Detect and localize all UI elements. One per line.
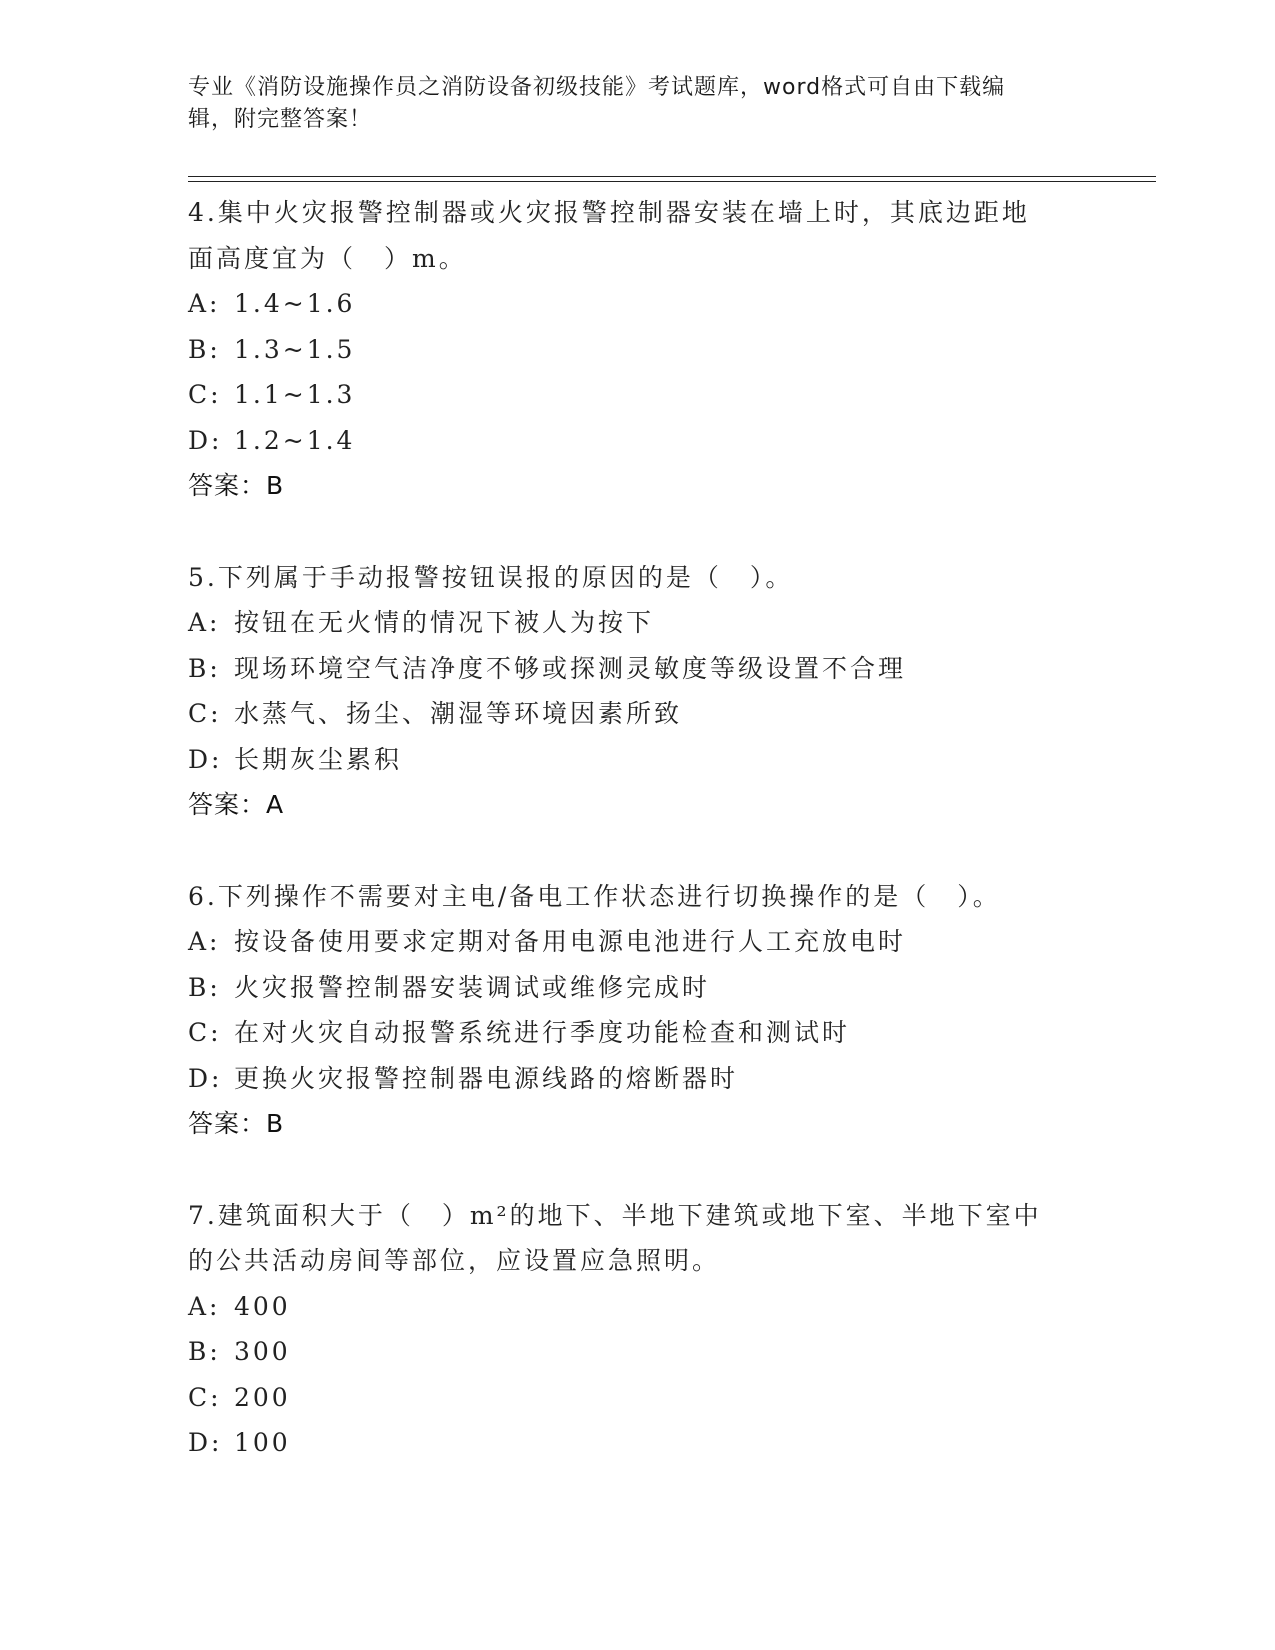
option-b: [188, 965, 1088, 1011]
option-text: 按设备使用要求定期对备用电源电池进行人工充放电时: [234, 927, 907, 956]
option-label: B:: [188, 1337, 221, 1366]
answer: 答案：A: [188, 790, 285, 819]
option-d: [188, 418, 1088, 464]
option-text: 400: [234, 1291, 291, 1321]
option-label: A:: [188, 1291, 221, 1321]
option-label: D:: [188, 744, 223, 774]
answer: 答案：B: [188, 471, 285, 500]
document-header: [188, 72, 1088, 136]
option-label: D:: [188, 1063, 223, 1093]
option-d: [188, 1056, 1088, 1102]
option-text: 1.1~1.3: [234, 380, 356, 409]
option-text: 现场环境空气洁净度不够或探测灵敏度等级设置不合理: [234, 653, 907, 683]
option-text: 300: [234, 1337, 291, 1366]
option-label: A:: [188, 608, 221, 637]
option-a: [188, 600, 1088, 646]
option-label: A:: [188, 289, 221, 318]
option-a: [188, 1284, 1088, 1330]
option-label: C:: [188, 1382, 222, 1412]
option-c: [188, 1375, 1088, 1421]
option-text: 长期灰尘累积: [234, 744, 403, 774]
option-text: 200: [234, 1382, 291, 1412]
question-7: [188, 1193, 1088, 1466]
option-d: [188, 737, 1088, 783]
option-text: 在对火灾自动报警系统进行季度功能检查和测试时: [234, 1018, 851, 1047]
option-text: 100: [234, 1428, 291, 1457]
option-b: [188, 327, 1088, 373]
question-4: [188, 190, 1088, 509]
option-label: C:: [188, 1018, 222, 1047]
option-b: [188, 1329, 1088, 1375]
question-6: [188, 874, 1088, 1147]
option-label: C:: [188, 380, 222, 409]
option-label: A:: [188, 927, 221, 956]
option-text: 火灾报警控制器安装调试或维修完成时: [234, 972, 711, 1002]
option-a: [188, 281, 1088, 327]
option-c: [188, 372, 1088, 418]
option-c: [188, 1010, 1088, 1056]
header-line-2: 辑，附完整答案！: [188, 107, 373, 132]
option-label: B:: [188, 653, 221, 683]
option-a: [188, 919, 1088, 965]
option-b: [188, 646, 1088, 692]
header-line-1: 专业《消防设施操作员之消防设备初级技能》考试题库，word格式可自由下载编: [188, 75, 1006, 100]
option-text: 更换火灾报警控制器电源线路的熔断器时: [234, 1063, 739, 1093]
question-5: [188, 555, 1088, 828]
option-d: [188, 1420, 1088, 1466]
answer: 答案：B: [188, 1109, 285, 1138]
option-label: D:: [188, 1428, 223, 1457]
option-text: 1.4~1.6: [234, 289, 356, 318]
question-text: 7.建筑面积大于（ ）m²的地下、半地下建筑或地下室、半地下室中: [188, 1200, 1042, 1230]
header-divider: [188, 176, 1156, 182]
question-text-cont: 面高度宜为（ ）m。: [188, 243, 467, 273]
question-text: 6.下列操作不需要对主电/备电工作状态进行切换操作的是（ ）。: [188, 881, 1001, 911]
option-label: B:: [188, 334, 221, 364]
question-list: [188, 190, 1088, 1512]
option-text: 按钮在无火情的情况下被人为按下: [234, 608, 655, 637]
option-text: 1.2~1.4: [234, 425, 356, 455]
option-label: B:: [188, 972, 221, 1002]
option-label: D:: [188, 425, 223, 455]
option-c: [188, 691, 1088, 737]
option-text: 水蒸气、扬尘、潮湿等环境因素所致: [234, 699, 683, 728]
question-text: 5.下列属于手动报警按钮误报的原因的是（ ）。: [188, 562, 794, 592]
question-text-cont: 的公共活动房间等部位，应设置应急照明。: [188, 1246, 721, 1275]
option-text: 1.3~1.5: [234, 334, 356, 364]
option-label: C:: [188, 699, 222, 728]
question-text: 4.集中火灾报警控制器或火灾报警控制器安装在墙上时，其底边距地: [188, 198, 1030, 227]
